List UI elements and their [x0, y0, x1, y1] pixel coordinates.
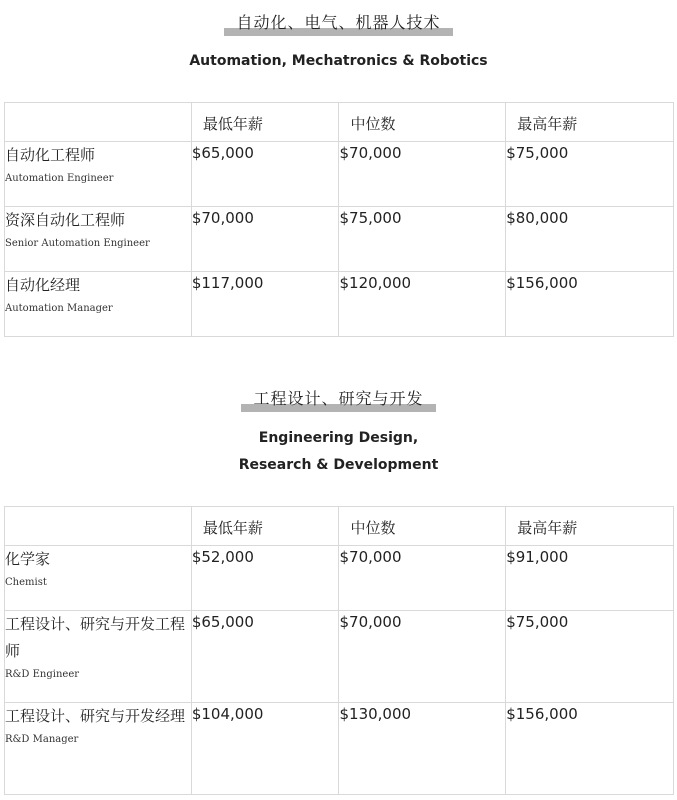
role-cell [5, 207, 192, 272]
max-salary-cell: $75,000 [506, 142, 674, 207]
header-cell-min: 最低年薪 [191, 507, 339, 546]
table-header-row [5, 103, 674, 142]
section-2-heading-text: 工程设计、研究与开发 [253, 389, 424, 408]
median-salary-cell: $130,000 [339, 703, 506, 795]
section-1-subtitle-line-1: Automation, Mechatronics & Robotics [189, 53, 488, 69]
section-2-subtitle [0, 425, 677, 479]
role-name-en: Senior Automation Engineer [5, 238, 150, 249]
section-2-salary-table [4, 506, 674, 795]
table-row [5, 272, 674, 337]
header-cell-min: 最低年薪 [191, 103, 339, 142]
header-cell-median: 中位数 [339, 507, 506, 546]
role-name-zh: 工程设计、研究与开发经理 [5, 707, 186, 725]
role-cell [5, 142, 192, 207]
section-2-subtitle-line-1: Engineering Design, [258, 430, 419, 446]
max-salary-cell: $156,000 [506, 272, 674, 337]
role-name-en: R&D Manager [5, 734, 79, 745]
max-salary-cell: $80,000 [506, 207, 674, 272]
median-salary-cell: $120,000 [339, 272, 506, 337]
table-row [5, 546, 674, 611]
table-header-row [5, 507, 674, 546]
min-salary-cell: $117,000 [191, 272, 339, 337]
section-1-salary-table [4, 102, 674, 337]
header-cell-max: 最高年薪 [506, 103, 674, 142]
section-1-heading-wrap [0, 10, 677, 33]
min-salary-cell: $70,000 [191, 207, 339, 272]
role-name-en: Automation Manager [5, 303, 113, 314]
role-cell [5, 546, 192, 611]
header-cell-median: 中位数 [339, 103, 506, 142]
median-salary-cell: $70,000 [339, 546, 506, 611]
role-cell [5, 703, 192, 795]
section-1-heading-text: 自动化、电气、机器人技术 [236, 13, 441, 32]
max-salary-cell: $156,000 [506, 703, 674, 795]
median-salary-cell: $70,000 [339, 142, 506, 207]
role-name-zh: 化学家 [5, 550, 51, 568]
role-cell [5, 272, 192, 337]
role-name-zh: 工程设计、研究与开发工程师 [5, 615, 186, 660]
role-name-en: Chemist [5, 577, 47, 588]
min-salary-cell: $65,000 [191, 142, 339, 207]
role-name-zh: 资深自动化工程师 [5, 211, 126, 229]
median-salary-cell: $75,000 [339, 207, 506, 272]
table-row [5, 611, 674, 703]
role-name-zh: 自动化工程师 [5, 146, 96, 164]
section-2-heading-wrap [0, 386, 677, 409]
role-name-en: R&D Engineer [5, 669, 80, 680]
min-salary-cell: $52,000 [191, 546, 339, 611]
min-salary-cell: $104,000 [191, 703, 339, 795]
max-salary-cell: $91,000 [506, 546, 674, 611]
median-salary-cell: $70,000 [339, 611, 506, 703]
section-2-heading [241, 386, 435, 409]
section-2-subtitle-line-2: Research & Development [238, 457, 439, 473]
section-1-subtitle [0, 48, 677, 75]
role-name-zh: 自动化经理 [5, 276, 81, 294]
section-1-heading [224, 10, 452, 33]
role-cell [5, 611, 192, 703]
max-salary-cell: $75,000 [506, 611, 674, 703]
header-cell-max: 最高年薪 [506, 507, 674, 546]
min-salary-cell: $65,000 [191, 611, 339, 703]
role-name-en: Automation Engineer [5, 173, 114, 184]
header-cell-empty [5, 103, 192, 142]
header-cell-empty [5, 507, 192, 546]
table-row [5, 207, 674, 272]
table-row [5, 703, 674, 795]
table-row [5, 142, 674, 207]
